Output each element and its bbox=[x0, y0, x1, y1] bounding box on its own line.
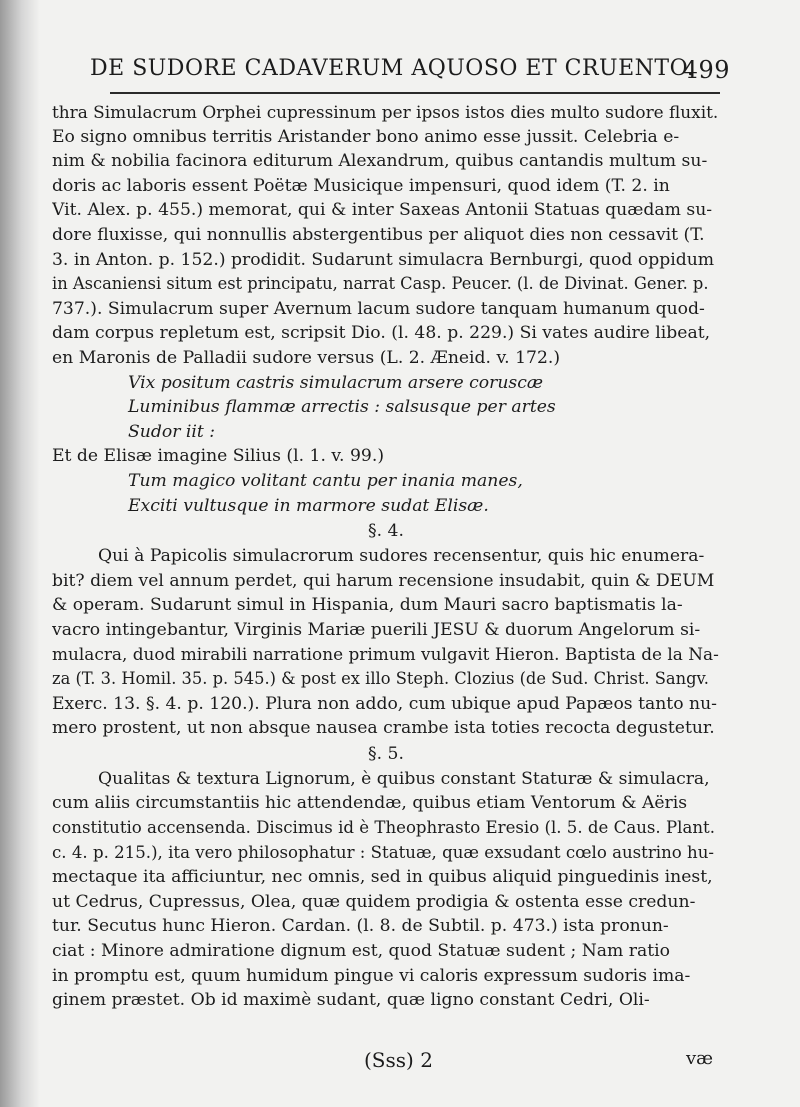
text-line: nim & nobilia facinora editurum Alexandrum, quibus cantandis multum su- bbox=[52, 151, 708, 172]
signature-mark: (Sss) 2 bbox=[364, 1048, 433, 1072]
text-line: doris ac laboris essent Poëtæ Musicique impensuri, quod idem (T. 2. in bbox=[52, 175, 670, 196]
page-gutter-shadow bbox=[0, 0, 40, 1107]
text-line: ginem præstet. Ob id maximè sudant, quæ ligno constant Cedri, Oli- bbox=[52, 990, 650, 1011]
catchword: væ bbox=[686, 1048, 714, 1069]
text-line: cum aliis circumstantiis hic attendendæ, quibus etiam Ventorum & Aëris bbox=[52, 793, 688, 814]
text-line: in promptu est, quum humidum pingue vi caloris expressum sudoris ima- bbox=[52, 965, 691, 986]
text-line: ut Cedrus, Cupressus, Olea, quæ quidem prodigia & ostenta esse credun- bbox=[52, 891, 696, 912]
text-line: mectaque ita afficiuntur, nec omnis, sed in quibus aliquid pinguedinis inest, bbox=[52, 867, 713, 888]
text-line: dore fluxisse, qui nonnullis abstergentibus per aliquot dies non cessavit (T. bbox=[52, 224, 705, 245]
text-line: Exerc. 13. §. 4. p. 120.). Plura non addo, cum ubique apud Papæos tanto nu- bbox=[52, 693, 717, 714]
text-line: in Ascaniensi situm est principatu, narrat Casp. Peucer. (l. de Divinat. Gener. p. bbox=[52, 274, 709, 294]
text-line: constitutio accensenda. Discimus id è Theophrasto Eresio (l. 5. de Caus. Plant. bbox=[52, 818, 715, 838]
text-line: c. 4. p. 215.), ita vero philosophatur : Statuæ, quæ exsudant cœlo austrino hu- bbox=[52, 842, 715, 862]
page-number: 499 bbox=[682, 56, 730, 84]
verse-line: Exciti vultusque in marmore sudat Elisæ. bbox=[128, 495, 489, 516]
verse-line: Sudor iit : bbox=[128, 421, 216, 442]
text-line: en Maronis de Palladii sudore versus (L. 2. Æneid. v. 172.) bbox=[52, 347, 561, 368]
text-line: bit? diem vel annum perdet, qui harum recensione insudabit, quin & DEUM bbox=[52, 570, 715, 591]
text-line: dam corpus repletum est, scripsit Dio. (l. 48. p. 229.) Si vates audire libeat, bbox=[52, 323, 711, 344]
text-line: Et de Elisæ imagine Silius (l. 1. v. 99.) bbox=[52, 446, 385, 467]
text-line: Qualitas & textura Lignorum, è quibus constant Staturæ & simulacra, bbox=[98, 768, 710, 789]
verse-line: Luminibus flammæ arrectis : salsusque per artes bbox=[128, 397, 556, 418]
text-line: Eo signo omnibus territis Aristander bono animo esse jussit. Celebria e- bbox=[52, 126, 680, 147]
running-title: DE SUDORE CADAVERUM AQUOSO ET CRUENTO. bbox=[90, 56, 695, 81]
text-line: mero prostent, ut non absque nausea crambe ista toties recocta degustetur. bbox=[52, 718, 715, 739]
text-line: & operam. Sudarunt simul in Hispania, dum Mauri sacro baptismatis la- bbox=[52, 595, 683, 616]
text-line: vacro intingebantur, Virginis Mariæ puerili JESU & duorum Angelorum si- bbox=[52, 619, 701, 640]
text-line: ciat : Minore admiratione dignum est, quod Statuæ sudent ; Nam ratio bbox=[52, 941, 670, 961]
text-line: za (T. 3. Homil. 35. p. 545.) & post ex illo Steph. Clozius (de Sud. Christ. Sangv. bbox=[52, 669, 709, 689]
page-footer bbox=[0, 1048, 800, 1078]
header-rule bbox=[110, 92, 720, 94]
running-header bbox=[90, 56, 730, 84]
text-line: 737.). Simulacrum super Avernum lacum sudore tanquam humanum quod- bbox=[52, 298, 705, 319]
text-line: Qui à Papicolis simulacrorum sudores recensentur, quis hic enumera- bbox=[98, 546, 705, 567]
text-line: 3. in Anton. p. 152.) prodidit. Sudarunt simulacra Bernburgi, quod oppidum bbox=[52, 249, 715, 270]
text-line: thra Simulacrum Orphei cupressinum per ipsos istos dies multo sudore fluxit. bbox=[52, 102, 719, 122]
text-line: mulacra, duod mirabili narratione primum vulgavit Hieron. Baptista de la Na- bbox=[52, 644, 719, 665]
verse-line: Vix positum castris simulacrum arsere coruscæ bbox=[128, 372, 544, 393]
text-line: Vit. Alex. p. 455.) memorat, qui & inter Saxeas Antonii Statuas quædam su- bbox=[52, 200, 713, 221]
section-heading: §. 4. bbox=[368, 521, 404, 542]
page-body bbox=[52, 100, 720, 1013]
text-line: tur. Secutus hunc Hieron. Cardan. (l. 8. de Subtil. p. 473.) ista pronun- bbox=[52, 916, 669, 937]
verse-line: Tum magico volitant cantu per inania manes, bbox=[128, 470, 523, 491]
section-heading: §. 5. bbox=[368, 743, 404, 764]
